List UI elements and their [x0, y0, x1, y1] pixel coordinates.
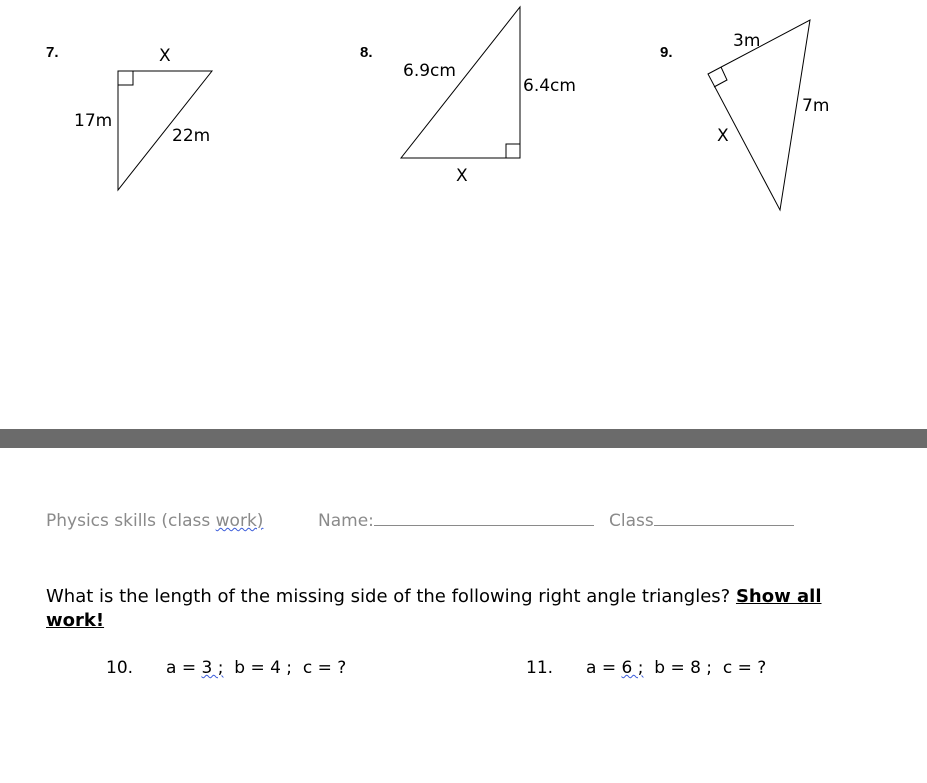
problem-8-label-bottom: X [456, 166, 468, 186]
problem-11-a-prefix: a = [586, 658, 622, 678]
problem-11-a-value: 6 ; [621, 658, 644, 678]
problem-10-number: 10. [106, 658, 134, 678]
question-text [46, 585, 876, 633]
header-subject [46, 511, 263, 531]
problem-11-number: 11. [526, 658, 554, 678]
right-angle-mark-7 [118, 71, 133, 85]
triangle-8 [401, 7, 520, 158]
problem-7-number: 7. [46, 44, 59, 61]
problem-11-expression [586, 658, 766, 678]
problem-7-label-left: 17m [74, 111, 113, 131]
header-class-label: Class [609, 511, 654, 531]
question-emphasis: Show all work! [46, 586, 822, 631]
header-class [609, 511, 794, 531]
problem-7-label-top: X [159, 46, 171, 66]
problem-8-label-hyp: 6.9cm [403, 61, 456, 81]
problem-11-rest: b = 8 ; c = ? [643, 658, 767, 678]
header-subject-squiggle: work) [215, 511, 264, 531]
problem-10-expression [166, 658, 346, 678]
problem-8-label-right: 6.4cm [523, 76, 576, 96]
problem-10-a-value: 3 ; [201, 658, 224, 678]
page-divider [0, 429, 927, 448]
name-blank-line [374, 511, 594, 526]
problem-9-number: 9. [660, 44, 673, 61]
header-name [318, 511, 594, 531]
class-blank-line [654, 511, 794, 526]
problem-9-label-left: X [717, 126, 729, 146]
problem-8-number: 8. [360, 44, 373, 61]
problem-10-a-prefix: a = [166, 658, 202, 678]
problem-10-rest: b = 4 ; c = ? [223, 658, 347, 678]
header-name-label: Name: [318, 511, 374, 531]
right-angle-mark-8 [506, 144, 520, 158]
problem-9-label-top: 3m [733, 31, 761, 51]
problem-7-label-hyp: 22m [172, 126, 211, 146]
problem-9-label-right: 7m [802, 96, 830, 116]
question-main: What is the length of the missing side of the following right angle triangles? [46, 586, 736, 607]
header-subject-text: Physics skills (class [46, 511, 216, 531]
